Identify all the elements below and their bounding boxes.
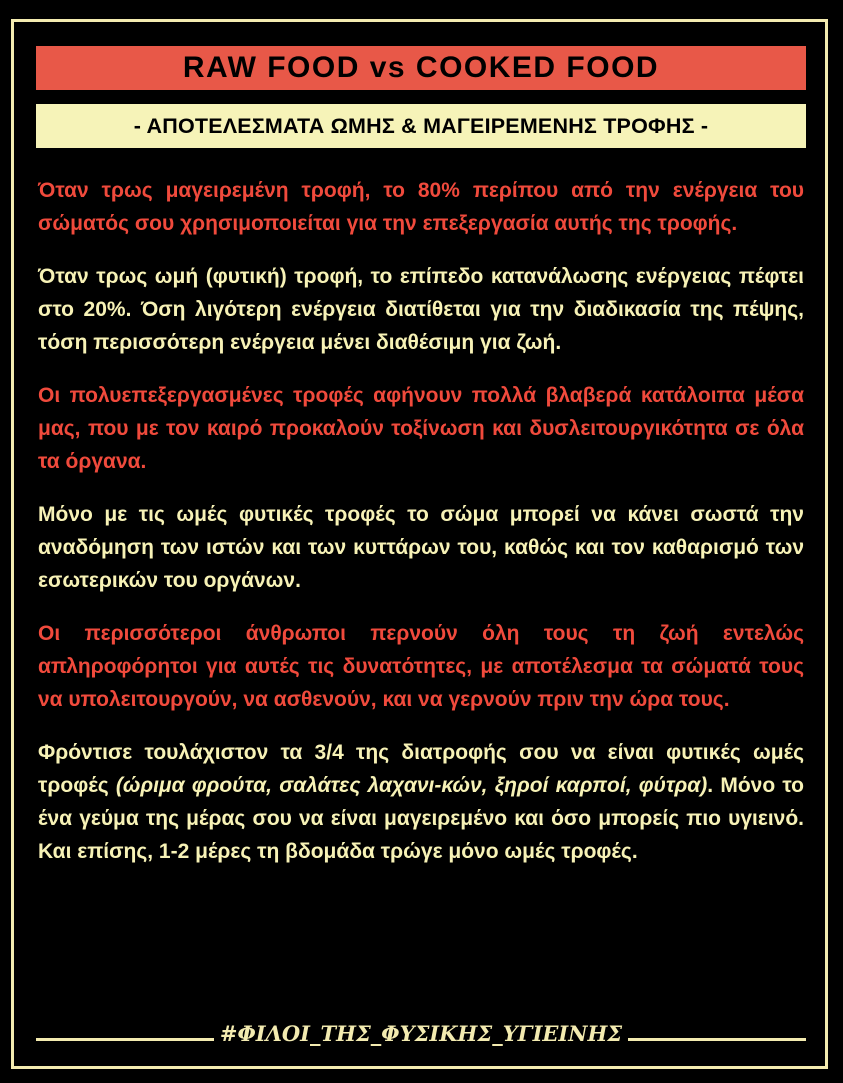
footer [36,1016,806,1050]
poster-body [38,174,804,888]
paragraph-tissue-regeneration: Μόνο με τις ωμές φυτικές τροφές το σώμα μπορεί να κάνει σωστά την αναδόμηση των ιστών και των κυττάρων του, καθώς και τον καθαρισμό των εσωτερικών του οργάνων. [38,503,804,592]
title-banner [36,46,806,90]
diet-advice-part1: Φρόντισε τουλάχιστον τα 3/4 της διατροφής σου να είναι φυτικές ωμές τροφές [38,741,804,797]
paragraph-diet-advice [38,736,804,868]
poster-title: RAW FOOD vs COOKED FOOD [182,51,660,84]
footer-line-left [36,1038,214,1041]
paragraph-processed-food-residues: Οι πολυεπεξεργασμένες τροφές αφήνουν πολλά βλαβερά κατάλοιπα μέσα μας, που με τον καιρό προκαλούν τοξίνωση και δυσλειτουργικότητα σε όλα τα όργανα. [38,384,804,473]
poster-subtitle: - ΑΠΟΤΕΛΕΣΜΑΤΑ ΩΜΗΣ & ΜΑΓΕΙΡΕΜΕΝΗΣ ΤΡΟΦΗΣ - [133,113,709,138]
diet-advice-part3: . Μόνο το ένα γεύμα της μέρας σου να είναι μαγειρεμένο και όσο μπορείς πιο υγιεινό. Και επίσης, 1-2 μέρες τη βδομάδα τρώγε μόνο ωμές τροφές. [38,774,804,863]
paragraph-raw-food-energy: Όταν τρως ωμή (φυτική) τροφή, το επίπεδο κατανάλωσης ενέργειας πέφτει στο 20%. Όση λιγότερη ενέργεια διατίθεται για την διαδικασία της πέψης, τόση περισσότερη ενέργεια μένει διαθέσιμη για ζωή. [38,265,804,354]
footer-line-right [628,1038,806,1041]
footer-hashtag: #ΦΙΛΟΙ_ΤΗΣ_ΦΥΣΙΚΗΣ_ΥΓΙΕΙΝΗΣ [219,1020,623,1046]
paragraph-cooked-food-energy: Όταν τρως μαγειρεμένη τροφή, το 80% περίπου από την ενέργεια του σώματός σου χρησιμοποιείται για την επεξεργασία αυτής της τροφής. [38,179,804,235]
diet-advice-examples: (ώριμα φρούτα, σαλάτες λαχανι-κών, ξηροί καρποί, φύτρα) [115,774,708,797]
paragraph-uninformed-people: Οι περισσότεροι άνθρωποι περνούν όλη τους τη ζωή εντελώς απληροφόρητοι για αυτές τις δυνατότητες, με αποτέλεσμα τα σώματά τους να υπολειτουργούν, να ασθενούν, και να γερνούν πριν την ώρα τους. [38,622,804,711]
subtitle-banner [36,104,806,148]
